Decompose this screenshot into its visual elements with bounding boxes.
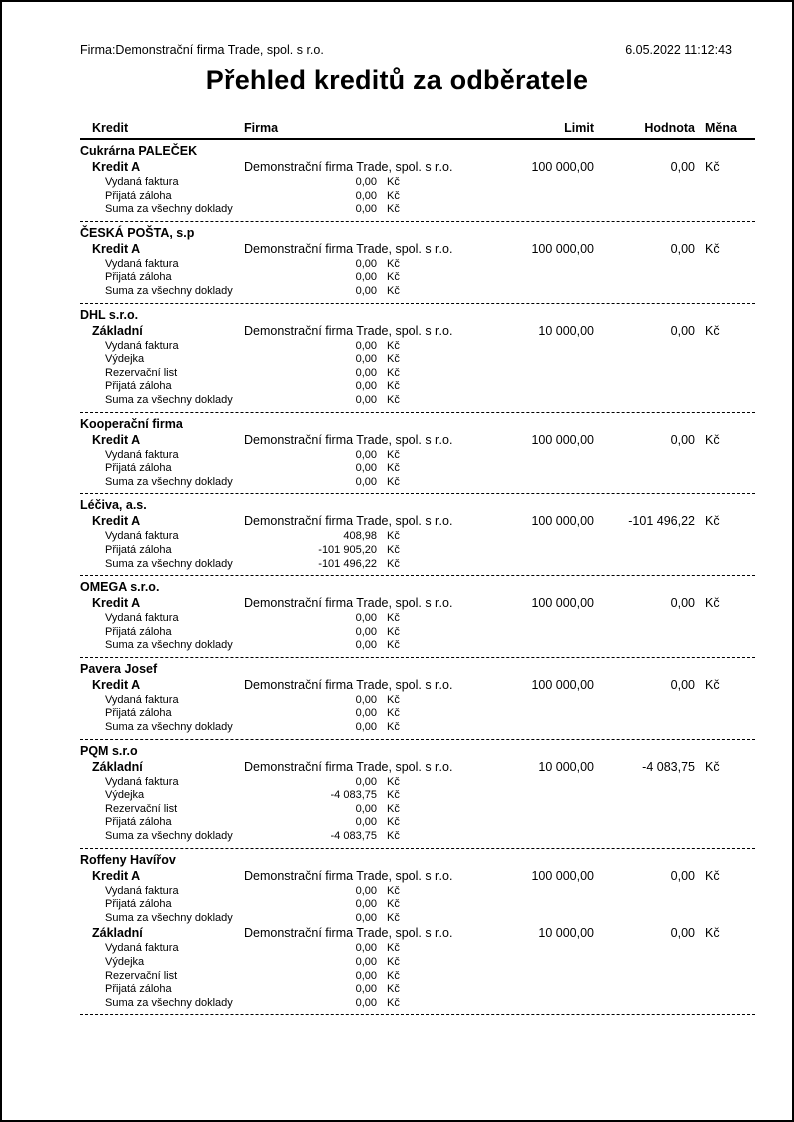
company-label: Firma:Demonstrační firma Trade, spol. s r.o. <box>80 43 324 57</box>
detail-row <box>80 721 755 735</box>
detail-currency: Kč <box>387 530 400 543</box>
customer-name: Roffeny Havířov <box>80 852 176 867</box>
detail-row <box>80 970 755 984</box>
credit-limit: 100 000,00 <box>531 677 594 692</box>
detail-currency: Kč <box>387 911 400 924</box>
detail-amount: 408,98 <box>343 530 377 543</box>
detail-amount: 0,00 <box>355 393 377 406</box>
detail-row <box>80 942 755 956</box>
column-header-limit: Limit <box>564 121 594 135</box>
detail-currency: Kč <box>387 775 400 788</box>
sections <box>80 140 755 1015</box>
credit-name: Základní <box>92 926 143 941</box>
credit-firma: Demonstrační firma Trade, spol. s r.o. <box>244 160 453 174</box>
credit-hodnota: 0,00 <box>670 323 695 338</box>
credit-limit: 10 000,00 <box>538 926 594 941</box>
detail-label: Přijatá záloha <box>105 380 172 393</box>
detail-label: Vydaná faktura <box>105 530 179 543</box>
section-credits <box>80 759 755 844</box>
credit-name: Kredit A <box>92 160 141 174</box>
section-credits <box>80 868 755 1011</box>
detail-currency: Kč <box>387 557 400 570</box>
detail-row <box>80 340 755 354</box>
detail-row <box>80 803 755 817</box>
customer-section <box>80 494 755 576</box>
customer-name: PQM s.r.o <box>80 743 138 758</box>
detail-row <box>80 626 755 640</box>
detail-label: Přijatá záloha <box>105 543 172 556</box>
detail-amount: 0,00 <box>355 956 377 968</box>
credit-row <box>80 323 755 340</box>
credit-hodnota: 0,00 <box>670 432 695 447</box>
detail-row <box>80 898 755 912</box>
detail-amount: -101 496,22 <box>318 557 377 570</box>
detail-label: Suma za všechny doklady <box>105 996 233 1009</box>
customer-name: Léčiva, a.s. <box>80 498 147 513</box>
detail-label: Suma za všechny doklady <box>105 284 233 297</box>
detail-amount: 0,00 <box>355 203 377 216</box>
credit-firma: Demonstrační firma Trade, spol. s r.o. <box>244 514 453 529</box>
detail-currency: Kč <box>387 393 400 406</box>
credit-hodnota: 0,00 <box>670 926 695 941</box>
detail-amount: 0,00 <box>355 707 377 720</box>
detail-currency: Kč <box>387 380 400 393</box>
detail-row <box>80 544 755 558</box>
detail-label: Vydaná faktura <box>105 339 179 352</box>
credit-mena: Kč <box>705 241 720 256</box>
detail-amount: -4 083,75 <box>330 830 377 843</box>
section-credits <box>80 595 755 653</box>
detail-label: Suma za všechny doklady <box>105 830 233 843</box>
credit-hodnota: 0,00 <box>670 160 695 174</box>
detail-row <box>80 380 755 394</box>
credit-limit: 10 000,00 <box>538 323 594 338</box>
detail-row <box>80 176 755 190</box>
detail-row <box>80 367 755 381</box>
credit-mena: Kč <box>705 926 720 941</box>
detail-currency: Kč <box>387 693 400 706</box>
detail-amount: 0,00 <box>355 339 377 352</box>
credit-row <box>80 595 755 612</box>
credit-mena: Kč <box>705 868 720 883</box>
credit-hodnota: 0,00 <box>670 677 695 692</box>
credit-firma: Demonstrační firma Trade, spol. s r.o. <box>244 241 453 256</box>
detail-currency: Kč <box>387 271 400 284</box>
detail-label: Vydaná faktura <box>105 448 179 461</box>
credit-limit: 100 000,00 <box>531 868 594 883</box>
detail-label: Vydaná faktura <box>105 257 179 270</box>
detail-label: Rezervační list <box>105 802 178 815</box>
section-credits <box>80 159 755 217</box>
detail-row <box>80 612 755 626</box>
detail-row <box>80 885 755 899</box>
credit-mena: Kč <box>705 323 720 338</box>
detail-label: Rezervační list <box>105 366 178 379</box>
credit-hodnota: -4 083,75 <box>642 759 695 774</box>
detail-row <box>80 983 755 997</box>
detail-amount: -4 083,75 <box>330 789 377 802</box>
credit-limit: 100 000,00 <box>531 160 594 174</box>
section-credits <box>80 241 755 299</box>
customer-name: OMEGA s.r.o. <box>80 580 160 595</box>
credit-row <box>80 925 755 942</box>
credit-name: Kredit A <box>92 514 141 529</box>
credit-firma: Demonstrační firma Trade, spol. s r.o. <box>244 432 453 447</box>
credit-limit: 100 000,00 <box>531 596 594 611</box>
customer-name: Cukrárna PALEČEK <box>80 144 198 158</box>
detail-amount: 0,00 <box>355 721 377 734</box>
detail-amount: 0,00 <box>355 911 377 924</box>
detail-row <box>80 285 755 299</box>
customer-name: Kooperační firma <box>80 416 183 431</box>
detail-amount: 0,00 <box>355 625 377 638</box>
detail-label: Vydaná faktura <box>105 693 179 706</box>
detail-row <box>80 271 755 285</box>
credit-row <box>80 241 755 258</box>
detail-currency: Kč <box>387 339 400 352</box>
credit-row <box>80 677 755 694</box>
report-table <box>80 121 755 1015</box>
detail-amount: 0,00 <box>355 693 377 706</box>
customer-name: DHL s.r.o. <box>80 307 139 322</box>
credit-row <box>80 513 755 530</box>
detail-currency: Kč <box>387 448 400 461</box>
credit-hodnota: 0,00 <box>670 596 695 611</box>
detail-label: Vydaná faktura <box>105 942 179 955</box>
credit-mena: Kč <box>705 432 720 447</box>
column-header-kredit: Kredit <box>92 121 129 135</box>
detail-amount: 0,00 <box>355 802 377 815</box>
detail-currency: Kč <box>387 353 400 366</box>
detail-label: Přijatá záloha <box>105 816 172 829</box>
customer-section <box>80 222 755 304</box>
detail-row <box>80 997 755 1011</box>
detail-label: Přijatá záloha <box>105 271 172 284</box>
detail-currency: Kč <box>387 189 400 202</box>
credit-firma: Demonstrační firma Trade, spol. s r.o. <box>244 926 453 941</box>
detail-label: Přijatá záloha <box>105 898 172 911</box>
detail-currency: Kč <box>387 942 400 955</box>
detail-currency: Kč <box>387 816 400 829</box>
credit-row <box>80 159 755 176</box>
customer-section <box>80 140 755 222</box>
detail-label: Suma za všechny doklady <box>105 475 233 488</box>
detail-currency: Kč <box>387 203 400 216</box>
detail-label: Přijatá záloha <box>105 189 172 202</box>
detail-currency: Kč <box>387 707 400 720</box>
detail-label: Přijatá záloha <box>105 462 172 475</box>
detail-amount: 0,00 <box>355 284 377 297</box>
credit-mena: Kč <box>705 677 720 692</box>
detail-row <box>80 462 755 476</box>
detail-amount: 0,00 <box>355 475 377 488</box>
credit-firma: Demonstrační firma Trade, spol. s r.o. <box>244 323 453 338</box>
detail-row <box>80 776 755 790</box>
detail-currency: Kč <box>387 462 400 475</box>
credit-row <box>80 432 755 449</box>
detail-row <box>80 912 755 926</box>
credit-name: Kredit A <box>92 596 141 611</box>
credit-mena: Kč <box>705 759 720 774</box>
credit-row <box>80 759 755 776</box>
detail-amount: 0,00 <box>355 775 377 788</box>
detail-label: Přijatá záloha <box>105 707 172 720</box>
credit-limit: 10 000,00 <box>538 759 594 774</box>
detail-row <box>80 203 755 217</box>
customer-section <box>80 849 755 1016</box>
customer-section <box>80 413 755 495</box>
detail-amount: 0,00 <box>355 996 377 1009</box>
page-header <box>80 43 732 57</box>
credit-mena: Kč <box>705 160 720 174</box>
detail-currency: Kč <box>387 257 400 270</box>
detail-amount: 0,00 <box>355 898 377 911</box>
credit-mena: Kč <box>705 514 720 529</box>
detail-label: Suma za všechny doklady <box>105 721 233 734</box>
detail-amount: 0,00 <box>355 380 377 393</box>
column-header-mena: Měna <box>705 121 737 135</box>
credit-name: Kredit A <box>92 868 141 883</box>
column-header-firma: Firma <box>244 121 279 135</box>
detail-label: Vydaná faktura <box>105 612 179 625</box>
credit-limit: 100 000,00 <box>531 241 594 256</box>
detail-currency: Kč <box>387 543 400 556</box>
detail-label: Přijatá záloha <box>105 983 172 996</box>
detail-currency: Kč <box>387 721 400 734</box>
report-datetime: 6.05.2022 11:12:43 <box>625 43 732 57</box>
detail-label: Vydaná faktura <box>105 884 179 897</box>
customer-name: Pavera Josef <box>80 661 158 676</box>
detail-currency: Kč <box>387 176 400 188</box>
detail-row <box>80 816 755 830</box>
detail-amount: 0,00 <box>355 462 377 475</box>
credit-name: Kredit A <box>92 677 141 692</box>
detail-label: Vydaná faktura <box>105 775 179 788</box>
detail-currency: Kč <box>387 366 400 379</box>
detail-amount: 0,00 <box>355 884 377 897</box>
customer-name: ČESKÁ POŠTA, s.p <box>80 225 195 240</box>
credit-name: Základní <box>92 759 143 774</box>
detail-row <box>80 190 755 204</box>
detail-label: Rezervační list <box>105 969 178 982</box>
detail-row <box>80 830 755 844</box>
detail-row <box>80 394 755 408</box>
detail-currency: Kč <box>387 830 400 843</box>
detail-currency: Kč <box>387 802 400 815</box>
credit-hodnota: 0,00 <box>670 868 695 883</box>
detail-currency: Kč <box>387 983 400 996</box>
detail-row <box>80 353 755 367</box>
detail-label: Suma za všechny doklady <box>105 393 233 406</box>
detail-row <box>80 694 755 708</box>
detail-label: Suma za všechny doklady <box>105 203 233 216</box>
detail-currency: Kč <box>387 639 400 652</box>
detail-row <box>80 789 755 803</box>
detail-currency: Kč <box>387 625 400 638</box>
section-credits <box>80 323 755 408</box>
detail-currency: Kč <box>387 475 400 488</box>
credit-limit: 100 000,00 <box>531 432 594 447</box>
detail-amount: 0,00 <box>355 983 377 996</box>
section-credits <box>80 432 755 490</box>
credit-firma: Demonstrační firma Trade, spol. s r.o. <box>244 759 453 774</box>
page-title: Přehled kreditů za odběratele <box>205 65 589 95</box>
detail-amount: 0,00 <box>355 612 377 625</box>
detail-amount: 0,00 <box>355 942 377 955</box>
detail-currency: Kč <box>387 884 400 897</box>
credit-name: Kredit A <box>92 432 141 447</box>
detail-amount: 0,00 <box>355 176 377 188</box>
credit-name: Kredit A <box>92 241 141 256</box>
detail-amount: 0,00 <box>355 353 377 366</box>
credit-row <box>80 868 755 885</box>
customer-section <box>80 304 755 413</box>
detail-amount: -101 905,20 <box>318 543 377 556</box>
customer-section <box>80 658 755 740</box>
detail-amount: 0,00 <box>355 271 377 284</box>
detail-amount: 0,00 <box>355 366 377 379</box>
detail-row <box>80 707 755 721</box>
detail-amount: 0,00 <box>355 816 377 829</box>
section-credits <box>80 677 755 735</box>
detail-label: Suma za všechny doklady <box>105 911 233 924</box>
detail-currency: Kč <box>387 969 400 982</box>
detail-currency: Kč <box>387 789 400 802</box>
credit-firma: Demonstrační firma Trade, spol. s r.o. <box>244 868 453 883</box>
detail-currency: Kč <box>387 284 400 297</box>
detail-amount: 0,00 <box>355 969 377 982</box>
detail-label: Výdejka <box>105 789 145 802</box>
detail-row <box>80 558 755 572</box>
detail-label: Suma za všechny doklady <box>105 557 233 570</box>
credit-firma: Demonstrační firma Trade, spol. s r.o. <box>244 677 453 692</box>
column-header-row <box>80 121 755 140</box>
detail-amount: 0,00 <box>355 639 377 652</box>
detail-label: Suma za všechny doklady <box>105 639 233 652</box>
customer-section <box>80 576 755 658</box>
credit-limit: 100 000,00 <box>531 514 594 529</box>
detail-row <box>80 476 755 490</box>
detail-label: Přijatá záloha <box>105 625 172 638</box>
section-credits <box>80 513 755 571</box>
detail-label: Výdejka <box>105 353 145 366</box>
detail-label: Výdejka <box>105 956 145 968</box>
credit-hodnota: -101 496,22 <box>628 514 695 529</box>
credit-hodnota: 0,00 <box>670 241 695 256</box>
detail-currency: Kč <box>387 956 400 968</box>
detail-row <box>80 956 755 970</box>
column-header-hodnota: Hodnota <box>644 121 695 135</box>
credit-mena: Kč <box>705 596 720 611</box>
credit-firma: Demonstrační firma Trade, spol. s r.o. <box>244 596 453 611</box>
detail-row <box>80 530 755 544</box>
detail-label: Vydaná faktura <box>105 176 179 188</box>
detail-currency: Kč <box>387 612 400 625</box>
detail-amount: 0,00 <box>355 448 377 461</box>
detail-amount: 0,00 <box>355 257 377 270</box>
detail-row <box>80 258 755 272</box>
detail-currency: Kč <box>387 996 400 1009</box>
detail-row <box>80 639 755 653</box>
detail-row <box>80 449 755 463</box>
detail-amount: 0,00 <box>355 189 377 202</box>
customer-section <box>80 740 755 849</box>
detail-currency: Kč <box>387 898 400 911</box>
credit-name: Základní <box>92 323 143 338</box>
